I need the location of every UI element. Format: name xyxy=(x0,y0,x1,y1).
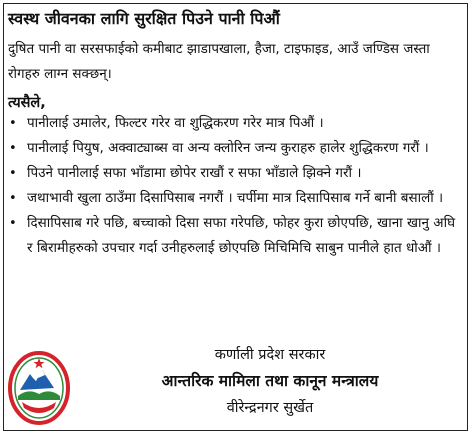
list-item xyxy=(8,161,464,186)
list-item xyxy=(8,186,464,211)
list-item-text: पानीलाई उमालेर, फिल्टर गरेर वा शुद्धिकरण गरेर मात्र पिऔं । xyxy=(27,115,324,131)
list-item xyxy=(8,136,464,161)
government-emblem-icon xyxy=(8,350,70,426)
list-item xyxy=(8,211,464,261)
bullet-icon: • xyxy=(9,166,17,181)
issuer-ministry: आन्तरिक मामिला तथा कानून मन्त्रालय xyxy=(161,372,379,390)
notice-intro: दुषित पानी वा सरसफाईको कमीबाट झाडापखाला, हैजा, टाइफाइड, आउँ जण्डिस जस्ता रोगहरु लाग्न सक्छन्। xyxy=(8,41,430,82)
issuer-location: वीरेन्द्रनगर सुर्खेत xyxy=(226,400,314,416)
bullet-icon: • xyxy=(9,116,17,131)
bullet-icon: • xyxy=(9,191,17,206)
list-item-text: जथाभावी खुला ठाउँमा दिसापिसाब नगरौं । चर्पीमा मात्र दिसापिसाब गर्ने बानी बसालौं । xyxy=(27,190,444,206)
list-item-text: पानीलाई पियुष, अक्वाट्याब्स वा अन्य क्लोरिन जन्य कुराहरु हालेर शुद्धिकरण गरौं । xyxy=(27,140,429,156)
list-item-text: दिसापिसाब गरे पछि, बच्चाको दिसा सफा गरेपछि, फोहर कुरा छोएपछि, खाना खानु अघि र बिरामीहरुको उपचार गर्दा उनीहरुलाई छोएपछि मिचिमिचि साबुन पानीले हात धोऔं । xyxy=(27,215,456,256)
bullet-icon: • xyxy=(9,141,17,156)
advice-list xyxy=(8,111,464,261)
bullet-icon: • xyxy=(9,216,17,231)
notice-title: स्वस्थ जीवनका लागि सुरक्षित पिउने पानी पिऔं xyxy=(8,9,280,28)
list-item xyxy=(8,111,464,136)
issuer-government: कर्णाली प्रदेश सरकार xyxy=(214,347,326,363)
list-item-text: पिउने पानीलाई सफा भाँडामा छोपेर राखौं र सफा भाँडाले झिक्ने गरौं । xyxy=(27,165,362,181)
notice-subheading: त्यसैले, xyxy=(8,95,46,111)
